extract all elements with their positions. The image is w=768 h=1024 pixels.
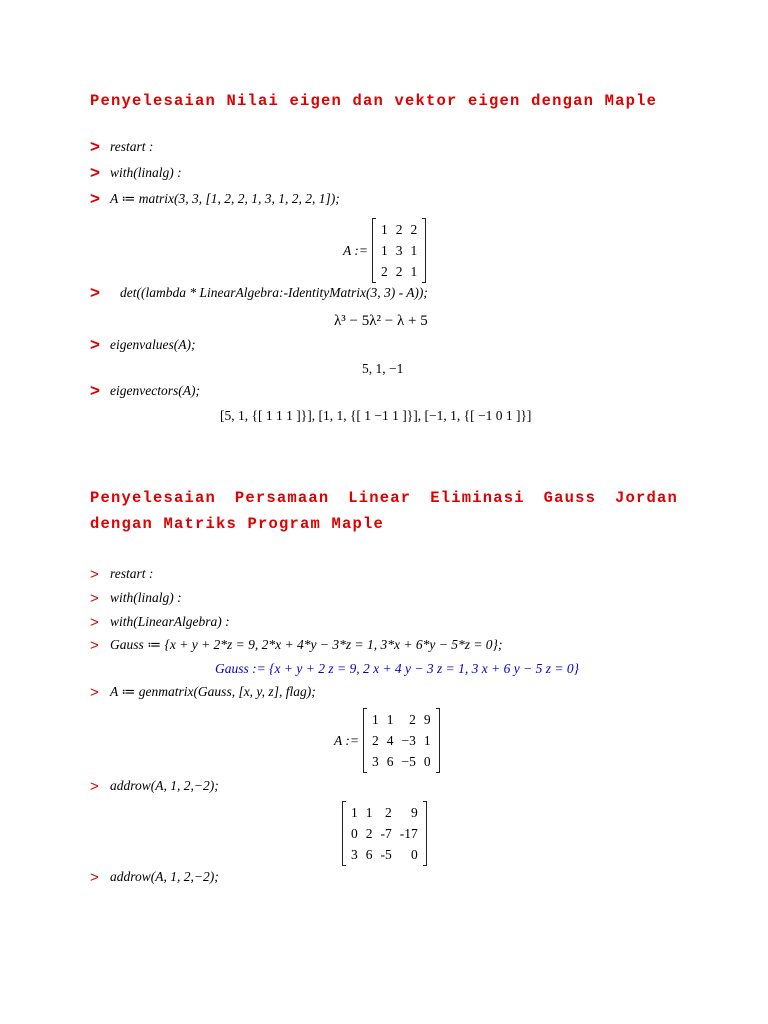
prompt-icon: > — [90, 777, 99, 795]
aug-matrix-output: A := 1 1 2 9 2 4 −3 1 3 6 −5 0 — [334, 708, 440, 773]
cmd-eigenvalues[interactable]: > eigenvalues(A); — [90, 335, 196, 354]
section2-title-line2: dengan Matriks Program Maple — [90, 515, 385, 533]
matrix-A: 1 2 2 1 3 1 2 2 1 — [372, 218, 426, 283]
row-matrix-output — [342, 801, 427, 866]
cmd-with-linalg-2[interactable]: > with(linalg) : — [90, 589, 182, 607]
augmented-matrix: 1 1 2 9 2 4 −3 1 3 6 −5 0 — [363, 708, 440, 773]
cmd-addrow-2[interactable]: > addrow(A, 1, 2,−2); — [90, 868, 219, 886]
cmd-restart-1[interactable]: > restart : — [90, 137, 154, 156]
prompt-icon: > — [90, 683, 99, 701]
section2-title-line1: Penyelesaian Persamaan Linear Eliminasi Gauss Jordan — [90, 489, 678, 507]
section1-title: Penyelesaian Nilai eigen dan vektor eigen dengan Maple — [90, 92, 658, 110]
prompt-icon: > — [90, 589, 99, 607]
cmd-define-matrix[interactable]: > A ≔ matrix(3, 3, [1, 2, 2, 1, 3, 1, 2, 2, 1]); — [90, 189, 340, 208]
prompt-icon: > — [90, 565, 99, 583]
cmd-gauss[interactable]: > Gauss ≔ {x + y + 2*z = 9, 2*x + 4*y − 3*z = 1, 3*x + 6*y − 5*z = 0}; — [90, 636, 503, 654]
cmd-with-linearalgebra[interactable]: > with(LinearAlgebra) : — [90, 613, 230, 631]
prompt-icon: > — [90, 335, 100, 354]
prompt-icon: > — [90, 283, 100, 302]
eigenvalues-output: 5, 1, −1 — [362, 361, 404, 376]
prompt-icon: > — [90, 613, 99, 631]
eigenvectors-output: [5, 1, {[ 1 1 1 ]}], [1, 1, {[ 1 −1 1 ]}], [−1, 1, {[ −1 0 1 ]}] — [220, 408, 532, 423]
char-poly-output: λ³ − 5λ² − λ + 5 — [334, 313, 428, 329]
cmd-eigenvectors[interactable]: > eigenvectors(A); — [90, 381, 200, 400]
cmd-addrow-1[interactable]: > addrow(A, 1, 2,−2); — [90, 777, 219, 795]
cmd-genmatrix[interactable]: > A ≔ genmatrix(Gauss, [x, y, z], flag); — [90, 683, 316, 701]
prompt-icon: > — [90, 636, 99, 654]
prompt-icon: > — [90, 189, 100, 208]
row-reduced-matrix: 1 1 2 9 0 2 -7 -17 3 6 -5 0 — [342, 801, 427, 866]
gauss-output: Gauss := {x + y + 2 z = 9, 2 x + 4 y − 3 z = 1, 3 x + 6 y − 5 z = 0} — [215, 661, 579, 676]
prompt-icon: > — [90, 868, 99, 886]
cmd-det[interactable]: > det((lambda * LinearAlgebra:-IdentityMatrix(3, 3) - A)); — [90, 283, 428, 302]
cmd-restart-2[interactable]: > restart : — [90, 565, 154, 583]
prompt-icon: > — [90, 163, 100, 182]
matrix-output-1: A := 1 2 2 1 3 1 2 2 1 — [343, 218, 426, 283]
cmd-with-linalg-1[interactable]: > with(linalg) : — [90, 163, 182, 182]
prompt-icon: > — [90, 137, 100, 156]
prompt-icon: > — [90, 381, 100, 400]
